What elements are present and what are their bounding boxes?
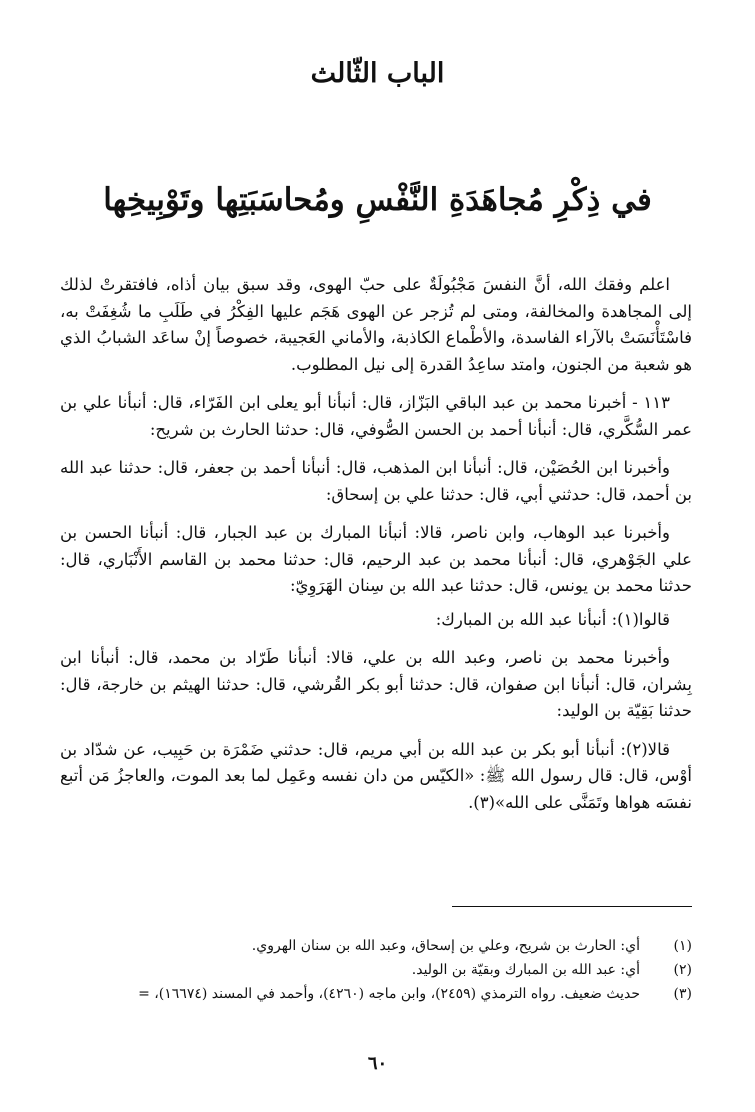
chapter-heading: الباب الثّالث (310, 58, 445, 89)
hadith-chain-paragraph: ١١٣ - أخبرنا محمد بن عبد الباقي البَزّاز، قال: أنبأنا أبو يعلى ابن الفَرّاء، قال: أنبأنا علي بن عمر السُّكَّري، قال: أنبأنا أحمد بن الحسن الصُّوفي، قال: حدثنا الحارث بن شريح: (60, 393, 692, 439)
hadith-chain-paragraph: وأخبرنا محمد بن ناصر، وعبد الله بن علي، قالا: أنبأنا طَرّاد بن محمد، قال: أنبأنا ابن بِشران، قال: أنبأنا ابن صفوان، قال: حدثنا أبو بكر القُرشي، قال: حدثنا الهيثم بن خارجة، قال: حدثنا بَقِيّة بن الوليد: (60, 648, 692, 720)
footnote-divider (452, 906, 692, 907)
chapter-title: في ذِكْرِ مُجاهَدَةِ النَّفْسِ ومُحاسَبَتِها وتَوْبِيخِها (103, 182, 652, 218)
footnote (40, 982, 692, 1006)
footnote-text: أي: الحارث بن شريح، وعلي بن إسحاق، وعبد الله بن سنان الهروي. (251, 938, 640, 954)
footnote-text: حديث ضعيف. رواه الترمذي (٢٤٥٩)، وابن ماجه (٤٢٦٠)، وأحمد في المسند (١٦٦٧٤)، = (138, 986, 640, 1002)
footnote (40, 934, 692, 958)
main-text (60, 272, 692, 828)
footnote-number: (٢) (673, 962, 692, 978)
intro-paragraph: اعلم وفقك الله، أنَّ النفسَ مَجْبُولَةٌ على حبّ الهوى، وقد سبق بيان أذاه، فافتقرتْ لذلك إلى المجاهدة والمخالفة، ومتى لم تُزجر عن الهوى هَجَم عليها الفِكْرُ في طَلَبِ ما شُغِفَتْ به، فاسْتَأْنَسَتْ بالآراء الفاسدة، والأطْماع الكاذبة، والأماني العَجيبة، خصوصاً إنْ ساعَد الشبابُ الذي هو شعبة من الجنون، وامتد ساعِدُ القدرة إلى نيل المطلوب. (60, 275, 692, 374)
footnotes (40, 934, 692, 1006)
footnote-number: (٣) (673, 986, 692, 1002)
hadith-chain-paragraph: وأخبرنا ابن الحُصَيْن، قال: أنبأنا ابن المذهب، قال: أنبأنا أحمد بن جعفر، قال: حدثنا عبد الله بن أحمد، قال: حدثني أبي، قال: حدثنا علي بن إسحاق: (60, 458, 692, 504)
hadith-chain-paragraph: وأخبرنا عبد الوهاب، وابن ناصر، قالا: أنبأنا المبارك بن عبد الجبار، قال: أنبأنا الحسن بن علي الجَوْهري، قال: أنبأنا محمد بن عبد الرحيم، قال: حدثنا محمد بن القاسم الأَنْبَاري، قال: حدثنا محمد بن يونس، قال: حدثنا عبد الله بن سِنان الهَرَوِيّ: (60, 523, 692, 595)
hadith-chain-paragraph: قالوا(١): أنبأنا عبد الله بن المبارك: (435, 609, 670, 629)
page-number: ٦٠ (367, 1053, 388, 1074)
footnote (40, 958, 692, 982)
footnote-number: (١) (673, 938, 692, 954)
hadith-text-paragraph: قالا(٢): أنبأنا أبو بكر بن عبد الله بن أبي مريم، قال: حدثني ضَمْرَة بن حَبِيب، عن شدّاد بن أوْس، قال: قال رسول الله ﷺ: «الكيّس من دان نفسه وعَمِل لما بعد الموت، والعاجزُ مَن أتبع نفسَه هواها وتَمَنَّى على الله»(٣). (60, 739, 692, 812)
footnote-text: أي: عبد الله بن المبارك وبقيّة بن الوليد. (411, 962, 640, 978)
